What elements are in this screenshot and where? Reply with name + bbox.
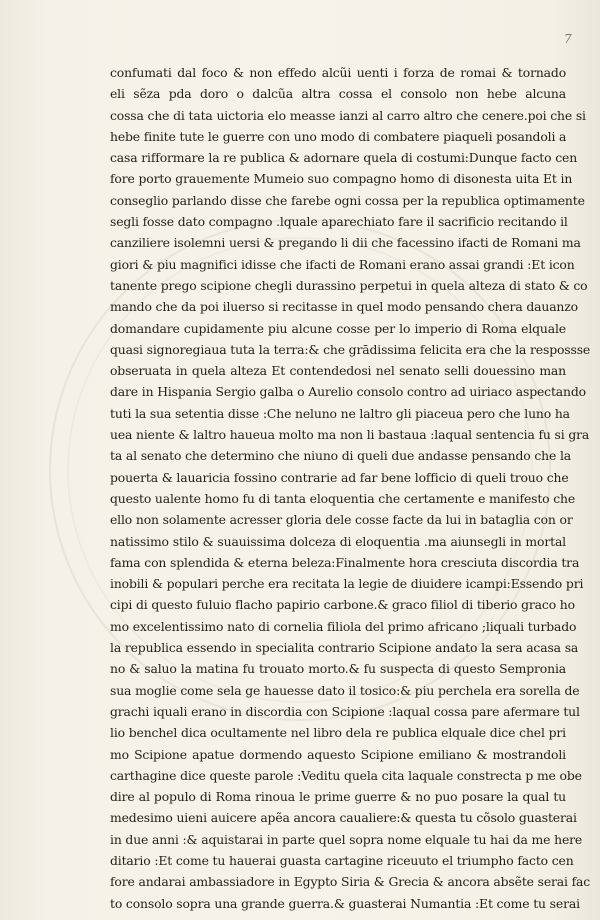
text-line: ta al senato che determino che niuno di queli due andasse pensando che la — [110, 448, 571, 464]
text-line: medesimo uieni auicere apẽa ancora caualiere:& questa tu cõsolo guasterai — [110, 810, 577, 826]
text-line: in due anni :& aquistarai in parte quel sopra nome elquale tu hai da me here — [110, 831, 583, 847]
text-line: tuti la sua setentia disse :Che neluno ne laltro gli piaceua pero che luno ha — [110, 405, 570, 421]
text-line: to consolo sopra una grande guerra.& guasterai Numantia :Et come tu serai — [110, 895, 580, 911]
text-line: sua moglie come sela ge hauesse dato il tosico:& piu perchela era sorella de — [110, 682, 580, 698]
text-line: pouerta & lauaricia fossino contrarie ad far bene lofficio di queli trouo che — [110, 469, 569, 485]
text-line: dare in Hispania Sergio galba o Aurelio consolo contro ad uiriaco aspectando — [110, 384, 586, 400]
text-line: uea niente & laltro haueua molto ma non li bastaua :laqual sentencia fu si gra — [110, 427, 590, 443]
text-line: hebe finite tute le guerre con uno modo di combatere piaqueli posandoli a — [110, 128, 567, 144]
text-line: no & saluo la matina fu trouato morto.& fu suspecta di questo Sempronia — [110, 661, 566, 677]
text-line: grachi iquali erano in discordia con Scipione :laqual cossa pare afermare tul — [110, 703, 580, 719]
text-line: natissimo stilo & suauissima dolceza di eloquentia .ma aiunsegli in mortal — [110, 533, 566, 549]
text-line: ditario :Et come tu hauerai guasta cartagine riceuuto el triumpho facto cen — [110, 852, 574, 868]
text-line: lio benchel dica ocultamente nel libro dela re publica elquale dice chel pri — [110, 725, 566, 741]
text-line: fama con splendida & eterna beleza:Finalmente hora cresciuta discordia tra — [110, 554, 580, 570]
text-line: obseruata in quela alteza Et contendedosi nel senato selli douessino man — [110, 363, 566, 379]
text-line: cossa che di tata uictoria elo measse ianzi al carro altro che cenere.poi che si — [110, 107, 586, 123]
text-line: questo ualente homo fu di tanta eloquentia che certamente e manifesto che — [110, 490, 576, 506]
text-line: fore porto grauemente Mumeio suo compagno homo di disonesta uita Et in — [110, 171, 573, 187]
text-line: mando che da poi iluerso si recitasse in quel modo pensando chera dauanzo — [110, 299, 578, 315]
text-line: segli fosse dato compagno .lquale aparechiato fare il sacrificio recitando il — [110, 214, 568, 230]
text-block — [110, 62, 591, 914]
text-line: ello non solamente acresser gloria dele cosse facte da lui in bataglia con or — [110, 512, 573, 528]
folio-number: 7 — [564, 32, 572, 46]
text-line: fore andarai ambassiadore in Egypto Siria & Grecia & ancora absẽte serai fac — [110, 874, 591, 890]
text-line: canziliere isolemni uersi & pregando li dii che facessino ifacti de Romani ma — [110, 235, 581, 251]
text-line: quasi signoregiaua tuta la terra:& che grādissima felicita era che la respossse — [110, 341, 591, 357]
text-line: giori & piu magnifici idisse che ifacti de Romani erano assai grandi :Et icon — [110, 256, 575, 272]
text-line: cipi di questo fuluio flacho papirio carbone.& graco filiol di tiberio graco ho — [110, 597, 575, 613]
text-line: dire al populo di Roma rinoua le prime guerre & no puo posare la qual tu — [110, 789, 566, 805]
text-line: mo excelentissimo nato di cornelia filiola del primo africano ;liquali turbado — [110, 618, 577, 634]
text-line: tanente prego scipione chegli durassino perpetui in quela alteza di stato & co — [110, 277, 588, 293]
text-line: conseglio parlando disse che farebe ogni cossa per la republica optimamente — [110, 192, 585, 208]
text-line: la republica essendo in specialita contrario Scipione andato la sera acasa sa — [110, 640, 579, 656]
text-line: inobili & populari perche era recitata la legie de diuidere icampi:Essendo pri — [110, 576, 584, 592]
text-line: carthagine dice queste parole :Veditu quela cita laquale constrecta p me obe — [110, 767, 582, 783]
text-line: eli sẽza pda doro o dalcũa altra cossa el consolo non hebe alcuna — [110, 86, 566, 102]
text-line: confumati dal foco & non effedo alcũi uenti i forza de romai & tornado — [110, 65, 566, 80]
text-line: casa rifformare la re publica & adornare quela di costumi:Dunque facto cen — [110, 150, 578, 166]
text-line: mo Scipione apatue dormendo aquesto Scipione emiliano & mostrandoli — [110, 746, 566, 762]
text-line: domandare cupidamente piu alcune cosse per lo imperio di Roma elquale — [110, 320, 566, 336]
